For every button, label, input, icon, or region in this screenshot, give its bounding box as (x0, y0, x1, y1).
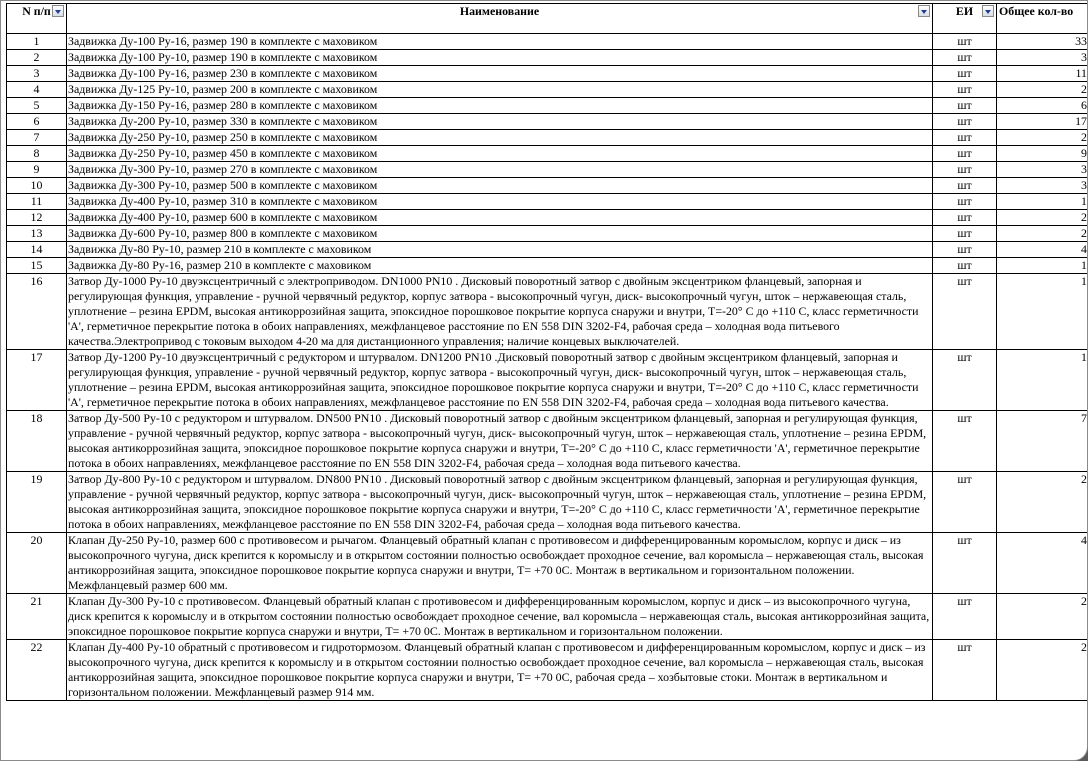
row-name-cell: Затвор Ду-1000 Ру-10 двуэксцентричный с электроприводом. DN1000 PN10 . Дисковый поворотный затвор с двойным эксцентриком фланцевый, запорная и регулирующая функция, управление - ручной червячный редуктор, корпус затвора - высокопрочный чугун, диск- высокопрочный чугун, шток – нержавеющая сталь, уплотнение – резина EPDM, высокая антикоррозийная защита, эпоксидное порошковое покрытие корпуса снаружи и внутри, T=-20° С до +110 С, класс герметичности 'А', герметичное перекрытие потока в обоих направлениях, межфланцевое расстояние по EN 558 DIN 3202-F4, рабочая среда – холодная вода питьевого качества.Электропривод с токовым выходом 4-20 ма для дистанционного управления; наличие концевых выключателей. (67, 274, 933, 350)
row-name-cell: Затвор Ду-500 Ру-10 с редуктором и штурвалом. DN500 PN10 . Дисковый поворотный затвор с двойным эксцентриком фланцевый, запорная и регулирующая функция, управление - ручной червячный редуктор, корпус затвора - высокопрочный чугун, диск- высокопрочный чугун, шток – нержавеющая сталь, уплотнение – резина EPDM, высокая антикоррозийная защита, эпоксидное порошковое покрытие корпуса снаружи и внутри, T=-20° С до +110 С, класс герметичности 'А', герметичное перекрытие потока в обоих направлениях, межфланцевое расстояние по EN 558 DIN 3202-F4, рабочая среда – холодная вода питьевого качества. (67, 411, 933, 472)
row-name-cell: Задвижка Ду-250 Ру-10, размер 250 в комплекте с маховиком (67, 130, 933, 146)
row-num-cell: 10 (7, 178, 67, 194)
row-qty-cell: 7 (997, 411, 1088, 472)
row-qty-cell: 1 (997, 350, 1088, 411)
row-name-cell: Задвижка Ду-80 Ру-16, размер 210 в комплекте с маховиком (67, 258, 933, 274)
filter-dropdown-icon[interactable] (918, 5, 930, 17)
header-name (67, 4, 933, 21)
header-qty-label: Общее кол-во (999, 4, 1074, 18)
row-num-cell: 22 (7, 640, 67, 701)
row-qty-cell: 33 (997, 34, 1088, 50)
items-table (6, 3, 1088, 701)
row-name-cell: Задвижка Ду-125 Ру-10, размер 200 в комплекте с маховиком (67, 82, 933, 98)
row-num-cell: 4 (7, 82, 67, 98)
row-name-cell: Задвижка Ду-400 Ру-10, размер 310 в комплекте с маховиком (67, 194, 933, 210)
row-num-cell: 2 (7, 50, 67, 66)
table-row (7, 258, 1088, 274)
table-row (7, 226, 1088, 242)
row-qty-cell: 2 (997, 82, 1088, 98)
table-row (7, 130, 1088, 146)
row-num-cell: 13 (7, 226, 67, 242)
row-unit-cell: шт (933, 130, 997, 146)
filter-dropdown-icon[interactable] (982, 5, 994, 17)
filter-dropdown-icon[interactable] (52, 5, 64, 17)
row-num-cell: 1 (7, 34, 67, 50)
row-unit-cell: шт (933, 226, 997, 242)
row-name-cell: Задвижка Ду-100 Ру-16, размер 230 в комплекте с маховиком (67, 66, 933, 82)
row-qty-cell: 2 (997, 472, 1088, 533)
row-name-cell: Задвижка Ду-80 Ру-10, размер 210 в комплекте с маховиком (67, 242, 933, 258)
table-row (7, 162, 1088, 178)
row-unit-cell: шт (933, 242, 997, 258)
table-row (7, 533, 1088, 594)
row-qty-cell: 1 (997, 194, 1088, 210)
header-qty (997, 4, 1088, 21)
row-name-cell: Задвижка Ду-200 Ру-10, размер 330 в комплекте с маховиком (67, 114, 933, 130)
header-unit (933, 4, 997, 21)
row-qty-cell: 4 (997, 533, 1088, 594)
row-num-cell: 17 (7, 350, 67, 411)
row-unit-cell: шт (933, 34, 997, 50)
row-unit-cell: шт (933, 50, 997, 66)
row-qty-cell: 1 (997, 258, 1088, 274)
row-qty-cell: 2 (997, 210, 1088, 226)
row-name-cell: Задвижка Ду-600 Ру-10, размер 800 в комплекте с маховиком (67, 226, 933, 242)
row-qty-cell: 9 (997, 146, 1088, 162)
row-qty-cell: 3 (997, 178, 1088, 194)
row-qty-cell: 2 (997, 640, 1088, 701)
row-unit-cell: шт (933, 258, 997, 274)
row-name-cell: Задвижка Ду-300 Ру-10, размер 500 в комплекте с маховиком (67, 178, 933, 194)
table-row (7, 50, 1088, 66)
row-unit-cell: шт (933, 411, 997, 472)
table-row (7, 66, 1088, 82)
row-num-cell: 5 (7, 98, 67, 114)
row-unit-cell: шт (933, 82, 997, 98)
row-qty-cell: 3 (997, 162, 1088, 178)
row-qty-cell: 2 (997, 130, 1088, 146)
row-unit-cell: шт (933, 640, 997, 701)
table-row (7, 594, 1088, 640)
table-row (7, 114, 1088, 130)
row-unit-cell: шт (933, 472, 997, 533)
row-name-cell: Задвижка Ду-250 Ру-10, размер 450 в комплекте с маховиком (67, 146, 933, 162)
row-qty-cell: 3 (997, 50, 1088, 66)
table-row (7, 34, 1088, 50)
row-num-cell: 14 (7, 242, 67, 258)
row-qty-cell: 1 (997, 274, 1088, 350)
row-name-cell: Задвижка Ду-400 Ру-10, размер 600 в комплекте с маховиком (67, 210, 933, 226)
row-unit-cell: шт (933, 114, 997, 130)
table-row (7, 146, 1088, 162)
table-row (7, 411, 1088, 472)
row-num-cell: 11 (7, 194, 67, 210)
row-name-cell: Задвижка Ду-150 Ру-16, размер 280 в комплекте с маховиком (67, 98, 933, 114)
row-num-cell: 7 (7, 130, 67, 146)
header-num-label: N п/п (22, 4, 51, 18)
row-unit-cell: шт (933, 533, 997, 594)
table-row (7, 194, 1088, 210)
row-num-cell: 9 (7, 162, 67, 178)
header-num (7, 4, 67, 21)
row-num-cell: 15 (7, 258, 67, 274)
row-unit-cell: шт (933, 594, 997, 640)
spacer-row (7, 20, 1088, 34)
row-num-cell: 16 (7, 274, 67, 350)
row-name-cell: Клапан Ду-250 Ру-10, размер 600 с противовесом и рычагом. Фланцевый обратный клапан с противовесом и дифференцированным коромыслом, корпус и диск – из высокопрочного чугуна, диск крепится к коромыслу и в открытом состоянии полностью освобождает проходное сечение, вал коромысла – нержавеющая сталь, высокая антикоррозийная защита, эпоксидное порошковое покрытие корпуса снаружи и внутри, T= +70 0С. Монтаж в вертикальном и горизонтальном положении. Межфланцевый размер 600 мм. (67, 533, 933, 594)
row-name-cell: Задвижка Ду-300 Ру-10, размер 270 в комплекте с маховиком (67, 162, 933, 178)
table-row (7, 274, 1088, 350)
row-qty-cell: 2 (997, 226, 1088, 242)
row-unit-cell: шт (933, 162, 997, 178)
table-row (7, 242, 1088, 258)
row-qty-cell: 6 (997, 98, 1088, 114)
header-name-label: Наименование (459, 4, 540, 18)
row-unit-cell: шт (933, 194, 997, 210)
row-qty-cell: 11 (997, 66, 1088, 82)
row-name-cell: Задвижка Ду-100 Ру-10, размер 190 в комплекте с маховиком (67, 50, 933, 66)
row-qty-cell: 4 (997, 242, 1088, 258)
row-unit-cell: шт (933, 66, 997, 82)
row-name-cell: Затвор Ду-1200 Ру-10 двуэксцентричный с редуктором и штурвалом. DN1200 PN10 .Дисковый поворотный затвор с двойным эксцентриком фланцевый, запорная и регулирующая функция, управление - ручной червячный редуктор, корпус затвора - высокопрочный чугун, диск- высокопрочный чугун, шток – нержавеющая сталь, уплотнение – резина EPDM, высокая антикоррозийная защита, эпоксидное порошковое покрытие корпуса снаружи и внутри, T=-20° С до +110 С, класс герметичности 'А', герметичное перекрытие потока в обоих направлениях, межфланцевое расстояние по EN 558 DIN 3202-F4, рабочая среда – холодная вода питьевого качества. (67, 350, 933, 411)
row-name-cell: Затвор Ду-800 Ру-10 с редуктором и штурвалом. DN800 PN10 . Дисковый поворотный затвор с двойным эксцентриком фланцевый, запорная и регулирующая функция, управление - ручной червячный редуктор, корпус затвора - высокопрочный чугун, диск- высокопрочный чугун, шток – нержавеющая сталь, уплотнение – резина EPDM, высокая антикоррозийная защита, эпоксидное порошковое покрытие корпуса снаружи и внутри, T=-20° С до +110 С, класс герметичности 'А', герметичное перекрытие потока в обоих направлениях, межфланцевое расстояние по EN 558 DIN 3202-F4, рабочая среда – холодная вода питьевого качества. (67, 472, 933, 533)
row-unit-cell: шт (933, 178, 997, 194)
table-row (7, 472, 1088, 533)
row-num-cell: 6 (7, 114, 67, 130)
row-unit-cell: шт (933, 210, 997, 226)
row-num-cell: 20 (7, 533, 67, 594)
table-row (7, 98, 1088, 114)
row-num-cell: 12 (7, 210, 67, 226)
row-num-cell: 19 (7, 472, 67, 533)
table-row (7, 82, 1088, 98)
row-name-cell: Клапан Ду-400 Ру-10 обратный с противовесом и гидротормозом. Фланцевый обратный клапан с противовесом и дифференцированным коромыслом, корпус и диск – из высокопрочного чугуна, диск крепится к коромыслу и в открытом состоянии полностью освобождает проходное сечение, вал коромысла – нержавеющая сталь, высокая антикоррозийная защита, эпоксидное порошковое покрытие корпуса снаружи и внутри, T= +70 0С, рабочая среда – хозбытовые стоки. Монтаж в вертикальном и горизонтальном положении. Межфланцевый размер 914 мм. (67, 640, 933, 701)
header-unit-label: ЕИ (955, 4, 974, 18)
table-row (7, 178, 1088, 194)
row-unit-cell: шт (933, 350, 997, 411)
row-name-cell: Клапан Ду-300 Ру-10 с противовесом. Фланцевый обратный клапан с противовесом и дифференцированным коромыслом, корпус и диск – из высокопрочного чугуна, диск крепится к коромыслу и в открытом состоянии полностью освобождает проходное сечение, вал коромысла – нержавеющая сталь, высокая антикоррозийная защита, эпоксидное порошковое покрытие корпуса снаружи и внутри, T= +70 0С. Монтаж в вертикальном и горизонтальном положении. (67, 594, 933, 640)
table-row (7, 210, 1088, 226)
row-num-cell: 3 (7, 66, 67, 82)
row-unit-cell: шт (933, 146, 997, 162)
row-qty-cell: 2 (997, 594, 1088, 640)
row-unit-cell: шт (933, 98, 997, 114)
row-name-cell: Задвижка Ду-100 Ру-16, размер 190 в комплекте с маховиком (67, 34, 933, 50)
row-num-cell: 8 (7, 146, 67, 162)
row-num-cell: 18 (7, 411, 67, 472)
header-row (7, 4, 1088, 21)
row-unit-cell: шт (933, 274, 997, 350)
table-row (7, 350, 1088, 411)
row-num-cell: 21 (7, 594, 67, 640)
table-row (7, 640, 1088, 701)
row-qty-cell: 17 (997, 114, 1088, 130)
